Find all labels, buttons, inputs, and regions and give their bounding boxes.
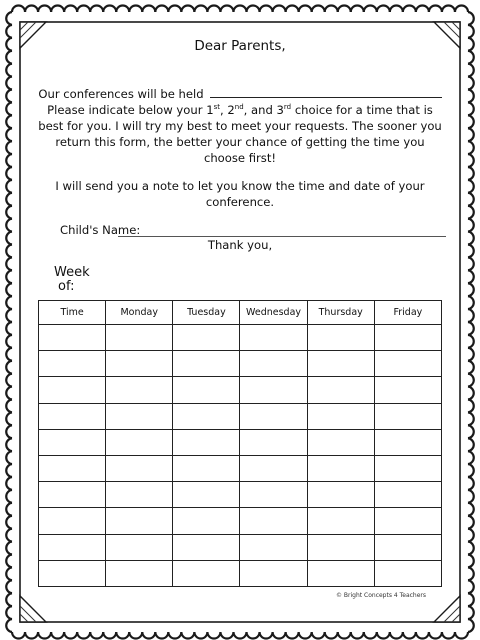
- cell-time[interactable]: [39, 377, 106, 403]
- scallop-arc: [181, 632, 194, 639]
- scallop-arc: [325, 5, 338, 12]
- scallop-arc: [468, 503, 474, 516]
- scallop-arc: [468, 516, 474, 529]
- scallop-arc: [6, 167, 12, 180]
- scallop-arc: [6, 567, 12, 580]
- scallop-arc: [6, 322, 12, 335]
- scallop-arc: [220, 5, 233, 12]
- cell-tuesday[interactable]: [173, 534, 240, 560]
- header-friday: Friday: [374, 301, 441, 325]
- scallop-arc: [468, 555, 474, 568]
- scallop-arc: [129, 632, 142, 639]
- cell-thursday[interactable]: [307, 508, 374, 534]
- week-of-label: [54, 266, 90, 294]
- note-paragraph: I will send you a note to let you know the time and date of your conference.: [55, 179, 425, 209]
- cell-tuesday[interactable]: [173, 377, 240, 403]
- scallop-arc: [468, 257, 474, 270]
- scallop-arc: [468, 90, 474, 103]
- ordinal-first-suffix: st: [213, 103, 220, 112]
- cell-wednesday[interactable]: [240, 325, 307, 351]
- cell-wednesday[interactable]: [240, 377, 307, 403]
- cell-tuesday[interactable]: [173, 351, 240, 377]
- scallop-arc: [129, 5, 142, 12]
- week-label-line2: of:: [58, 279, 75, 294]
- scallop-arc: [468, 374, 474, 387]
- schedule-row: [39, 351, 442, 377]
- scallop-arc: [6, 180, 12, 193]
- cell-wednesday[interactable]: [240, 534, 307, 560]
- scallop-arc: [6, 451, 12, 464]
- scallop-arc: [468, 141, 474, 154]
- cell-wednesday[interactable]: [240, 403, 307, 429]
- scallop-arc: [442, 5, 455, 12]
- cell-tuesday[interactable]: [173, 325, 240, 351]
- cell-thursday[interactable]: [307, 560, 374, 586]
- cell-friday[interactable]: [374, 377, 441, 403]
- cell-friday[interactable]: [374, 325, 441, 351]
- scallop-arc: [6, 270, 12, 283]
- scallop-arc: [6, 77, 12, 90]
- cell-wednesday[interactable]: [240, 429, 307, 455]
- scallop-arc: [429, 5, 442, 12]
- scallop-arc: [299, 632, 312, 639]
- scallop-arc: [468, 412, 474, 425]
- ordinal-third: 3: [276, 103, 284, 117]
- cell-time[interactable]: [39, 455, 106, 481]
- scallop-arc: [155, 632, 168, 639]
- scallop-arc: [6, 503, 12, 516]
- cell-time[interactable]: [39, 534, 106, 560]
- scallop-arc: [299, 5, 312, 12]
- scallop-arc: [468, 490, 474, 503]
- scallop-arc: [468, 335, 474, 348]
- cell-tuesday[interactable]: [173, 403, 240, 429]
- ordinal-second-suffix: nd: [234, 103, 244, 112]
- scallop-arc: [273, 632, 286, 639]
- scallop-arc: [6, 464, 12, 477]
- scallop-arc: [455, 5, 468, 12]
- scallop-arc: [429, 632, 442, 639]
- scallop-arc: [155, 5, 168, 12]
- scallop-arc: [77, 632, 90, 639]
- scallop-arc: [286, 632, 299, 639]
- salutation: Dear Parents,: [194, 38, 286, 54]
- scallop-arc: [168, 5, 181, 12]
- scallop-arc: [468, 219, 474, 232]
- scallop-arc: [116, 5, 129, 12]
- scallop-arc: [6, 490, 12, 503]
- ordinal-first: 1: [206, 103, 214, 117]
- scallop-arc: [247, 632, 260, 639]
- header-monday: Monday: [106, 301, 173, 325]
- indicate-text: Please indicate below your: [47, 103, 203, 117]
- scallop-arc: [468, 606, 474, 619]
- cell-monday[interactable]: [106, 351, 173, 377]
- scallop-arc: [468, 464, 474, 477]
- scallop-arc: [168, 632, 181, 639]
- scallop-arc: [207, 5, 220, 12]
- schedule-row: [39, 403, 442, 429]
- cell-monday[interactable]: [106, 560, 173, 586]
- scallop-arc: [468, 102, 474, 115]
- scallop-arc: [468, 542, 474, 555]
- cell-monday[interactable]: [106, 534, 173, 560]
- cell-thursday[interactable]: [307, 455, 374, 481]
- scallop-arc: [6, 206, 12, 219]
- scallop-arc: [338, 632, 351, 639]
- scallop-arc: [468, 438, 474, 451]
- scallop-arc: [194, 632, 207, 639]
- scallop-arc: [468, 296, 474, 309]
- scallop-arc: [468, 64, 474, 77]
- cell-tuesday[interactable]: [173, 508, 240, 534]
- scallop-arc: [6, 593, 12, 606]
- scallop-arc: [442, 632, 455, 639]
- scallop-arc: [468, 154, 474, 167]
- cell-monday[interactable]: [106, 377, 173, 403]
- header-time: Time: [39, 301, 106, 325]
- cell-time[interactable]: [39, 482, 106, 508]
- cell-friday[interactable]: [374, 403, 441, 429]
- scallop-arc: [103, 5, 116, 12]
- schedule-row: [39, 455, 442, 481]
- cell-tuesday[interactable]: [173, 455, 240, 481]
- scallop-arc: [468, 25, 474, 38]
- scallop-arc: [364, 5, 377, 12]
- scallop-arc: [468, 206, 474, 219]
- scallop-arc: [338, 5, 351, 12]
- schedule-header-row: [39, 301, 442, 325]
- cell-wednesday[interactable]: [240, 351, 307, 377]
- schedule-row: [39, 560, 442, 586]
- scallop-arc: [38, 5, 51, 12]
- cell-time[interactable]: [39, 508, 106, 534]
- scallop-arc: [468, 193, 474, 206]
- cell-monday[interactable]: [106, 508, 173, 534]
- cell-wednesday[interactable]: [240, 508, 307, 534]
- scallop-arc: [260, 5, 273, 12]
- scallop-arc: [6, 64, 12, 77]
- scallop-arc: [6, 154, 12, 167]
- scallop-arc: [6, 90, 12, 103]
- scallop-arc: [103, 632, 116, 639]
- scallop-arc: [116, 632, 129, 639]
- scallop-arc: [6, 102, 12, 115]
- scallop-arc: [194, 5, 207, 12]
- scallop-arc: [38, 632, 51, 639]
- scallop-arc: [351, 5, 364, 12]
- cell-thursday[interactable]: [307, 482, 374, 508]
- cell-friday[interactable]: [374, 508, 441, 534]
- cell-wednesday[interactable]: [240, 455, 307, 481]
- scallop-arc: [6, 477, 12, 490]
- scallop-arc: [468, 348, 474, 361]
- cell-time[interactable]: [39, 351, 106, 377]
- cell-friday[interactable]: [374, 455, 441, 481]
- scallop-arc: [6, 387, 12, 400]
- scallop-arc: [233, 5, 246, 12]
- cell-thursday[interactable]: [307, 377, 374, 403]
- scallop-arc: [6, 283, 12, 296]
- scallop-arc: [6, 438, 12, 451]
- scallop-arc: [468, 12, 474, 25]
- cell-friday[interactable]: [374, 482, 441, 508]
- schedule-row: [39, 429, 442, 455]
- scallop-arc: [468, 567, 474, 580]
- cell-monday[interactable]: [106, 455, 173, 481]
- scallop-arc: [325, 632, 338, 639]
- scallop-arc: [312, 632, 325, 639]
- scallop-arc: [233, 632, 246, 639]
- scallop-arc: [468, 580, 474, 593]
- scallop-arc: [6, 542, 12, 555]
- scallop-arc: [6, 296, 12, 309]
- scallop-arc: [6, 361, 12, 374]
- scallop-arc: [6, 619, 12, 632]
- corner-triangle-bottom-left: [20, 596, 46, 622]
- scallop-arc: [6, 555, 12, 568]
- scallop-arc: [364, 632, 377, 639]
- schedule-table: [38, 300, 442, 587]
- scallop-arc: [468, 387, 474, 400]
- scallop-arc: [468, 77, 474, 90]
- scallop-arc: [64, 5, 77, 12]
- header-wednesday: Wednesday: [240, 301, 307, 325]
- request-paragraph: [38, 86, 442, 166]
- scallop-arc: [351, 632, 364, 639]
- scallop-arc: [6, 141, 12, 154]
- scallop-arc: [90, 5, 103, 12]
- scallop-arc: [181, 5, 194, 12]
- scallop-arc: [51, 632, 64, 639]
- cell-thursday[interactable]: [307, 429, 374, 455]
- schedule-row: [39, 534, 442, 560]
- ordinal-second: 2: [227, 103, 235, 117]
- scallop-arc: [207, 632, 220, 639]
- scallop-arc: [468, 619, 474, 632]
- scallop-arc: [6, 412, 12, 425]
- scallop-arc: [64, 632, 77, 639]
- child-name-row: [60, 223, 450, 237]
- child-name-label: Child's Name:: [60, 223, 141, 237]
- schedule-body: [39, 325, 442, 587]
- scallop-arc: [468, 529, 474, 542]
- scallop-arc: [260, 632, 273, 639]
- ordinal-third-suffix: rd: [283, 103, 292, 112]
- cell-wednesday[interactable]: [240, 560, 307, 586]
- scallop-arc: [6, 219, 12, 232]
- scallop-arc: [468, 322, 474, 335]
- scallop-arc: [25, 5, 38, 12]
- scallop-arc: [6, 348, 12, 361]
- scallop-arc: [6, 425, 12, 438]
- and-word: and: [251, 103, 273, 117]
- cell-monday[interactable]: [106, 403, 173, 429]
- scallop-arc: [468, 361, 474, 374]
- cell-thursday[interactable]: [307, 351, 374, 377]
- scallop-arc: [25, 632, 38, 639]
- scallop-arc: [142, 5, 155, 12]
- scallop-arc: [142, 632, 155, 639]
- scallop-arc: [286, 5, 299, 12]
- cell-thursday[interactable]: [307, 403, 374, 429]
- scallop-arc: [416, 5, 429, 12]
- scallop-arc: [312, 5, 325, 12]
- scallop-arc: [416, 632, 429, 639]
- scallop-arc: [6, 400, 12, 413]
- scallop-arc: [468, 167, 474, 180]
- scallop-arc: [273, 5, 286, 12]
- cell-friday[interactable]: [374, 534, 441, 560]
- week-label-line1: Week: [54, 265, 90, 280]
- cell-time[interactable]: [39, 403, 106, 429]
- cell-time[interactable]: [39, 560, 106, 586]
- scallop-arc: [468, 115, 474, 128]
- cell-time[interactable]: [39, 325, 106, 351]
- scallop-arc: [468, 477, 474, 490]
- scallop-arc: [377, 632, 390, 639]
- scallop-arc: [468, 451, 474, 464]
- cell-monday[interactable]: [106, 429, 173, 455]
- scallop-arc: [6, 335, 12, 348]
- thank-you: Thank you,: [207, 238, 273, 252]
- scallop-arc: [6, 374, 12, 387]
- cell-time[interactable]: [39, 429, 106, 455]
- scallop-arc: [403, 632, 416, 639]
- scallop-arc: [403, 5, 416, 12]
- conference-line: [38, 86, 442, 102]
- scallop-arc: [6, 128, 12, 141]
- scallop-arc: [468, 400, 474, 413]
- cell-monday[interactable]: [106, 325, 173, 351]
- scallop-arc: [390, 632, 403, 639]
- scallop-arc: [6, 257, 12, 270]
- scallop-arc: [377, 5, 390, 12]
- scallop-arc: [6, 516, 12, 529]
- scallop-arc: [247, 5, 260, 12]
- scallop-arc: [90, 632, 103, 639]
- scallop-arc: [12, 5, 25, 12]
- scallop-arc: [468, 283, 474, 296]
- scallop-arc: [6, 309, 12, 322]
- cell-thursday[interactable]: [307, 325, 374, 351]
- scallop-arc: [468, 425, 474, 438]
- scallop-arc: [6, 115, 12, 128]
- scallop-arc: [51, 5, 64, 12]
- scallop-arc: [12, 632, 25, 639]
- choice-text: Please indicate below your 1st, 2nd, and 3rd choice for a time that is best for you. I will try my best to meet your requests. The sooner you return this form, the better your chance of getting the time you choose first!: [38, 103, 442, 165]
- cell-tuesday[interactable]: [173, 482, 240, 508]
- schedule-row: [39, 482, 442, 508]
- scallop-arc: [6, 529, 12, 542]
- scallop-arc: [77, 5, 90, 12]
- header-tuesday: Tuesday: [173, 301, 240, 325]
- scallop-arc: [468, 128, 474, 141]
- cell-friday[interactable]: [374, 560, 441, 586]
- cell-monday[interactable]: [106, 482, 173, 508]
- header-thursday: Thursday: [307, 301, 374, 325]
- cell-friday[interactable]: [374, 351, 441, 377]
- scallop-arc: [455, 632, 468, 639]
- schedule-row: [39, 377, 442, 403]
- scallop-arc: [6, 25, 12, 38]
- corner-triangle-bottom-right: [434, 596, 460, 622]
- scallop-arc: [468, 309, 474, 322]
- scallop-arc: [468, 180, 474, 193]
- scallop-arc: [6, 12, 12, 25]
- choice-instructions: choice for a time that is best for you. I will try my best to meet your requests. The sooner you return this form, the better your chance of getting the time you choose first!: [38, 103, 442, 165]
- conference-date-blank: [210, 96, 442, 98]
- scallop-arc: [390, 5, 403, 12]
- scallop-arc: [6, 606, 12, 619]
- cell-tuesday[interactable]: [173, 429, 240, 455]
- cell-friday[interactable]: [374, 429, 441, 455]
- cell-wednesday[interactable]: [240, 482, 307, 508]
- conference-lead: Our conferences will be held: [38, 87, 204, 101]
- scallop-arc: [220, 632, 233, 639]
- cell-tuesday[interactable]: [173, 560, 240, 586]
- scallop-arc: [468, 593, 474, 606]
- schedule-row: [39, 325, 442, 351]
- scallop-arc: [468, 270, 474, 283]
- child-name-field[interactable]: [118, 236, 446, 237]
- schedule-row: [39, 508, 442, 534]
- scallop-arc: [6, 580, 12, 593]
- cell-thursday[interactable]: [307, 534, 374, 560]
- copyright-credit: © Bright Concepts 4 Teachers: [336, 592, 426, 599]
- scallop-arc: [6, 193, 12, 206]
